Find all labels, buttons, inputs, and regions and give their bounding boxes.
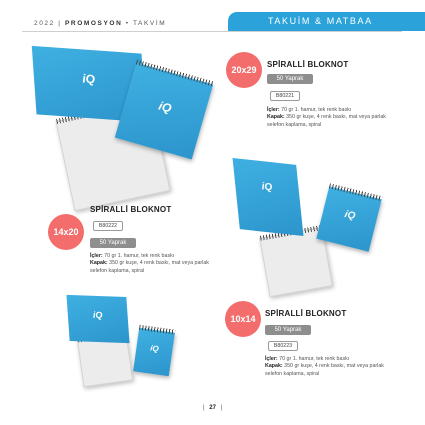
- header-year: 2022: [34, 20, 55, 27]
- cover-spec: Kapak: 350 gr kuşe, 4 renk baskı, mat veya parlak selefon kaplama, spiral: [265, 363, 384, 377]
- notebook-closed-small: [133, 328, 175, 377]
- cover-spec: Kapak: 350 gr kuşe, 4 renk baskı, mat veya parlak selefon kaplama, spiral: [90, 260, 209, 274]
- cover-spec: Kapak: 350 gr kuşe, 4 renk baskı, mat veya parlak selefon kaplama, spiral: [267, 114, 386, 128]
- size-badge: 14x20: [48, 214, 84, 250]
- notebook-closed-medium: [316, 186, 381, 251]
- product-title: SPİRALLİ BLOKNOT: [265, 309, 347, 318]
- product-description: [265, 356, 395, 378]
- header-category: PROMOSYON: [64, 20, 123, 27]
- page-number-value: 27: [209, 405, 216, 411]
- iq-logo-icon: iQ: [92, 309, 103, 321]
- inner-spec: İçler: 70 gr 1. hamur, tek renk baskı: [265, 356, 350, 362]
- pages-pill: 50 Yaprak: [267, 74, 313, 84]
- header-separator: |: [58, 20, 62, 27]
- product-code: B80223: [268, 341, 298, 351]
- product-code: B80221: [270, 91, 300, 101]
- product-description: [90, 253, 220, 275]
- iq-logo-icon: iQ: [157, 98, 174, 116]
- header-divider: [22, 31, 402, 32]
- pages-pill: 50 Yaprak: [265, 325, 311, 335]
- inner-spec: İçler: 70 gr 1. hamur, tek renk baskı: [90, 253, 175, 259]
- iq-logo-icon: iQ: [261, 181, 273, 194]
- product-description: [267, 107, 397, 129]
- page-number: | 27 |: [203, 405, 223, 411]
- notebook-cover-medium: [233, 158, 304, 236]
- product-code: B80222: [93, 221, 123, 231]
- iq-logo-icon: iQ: [149, 343, 160, 354]
- size-badge: 20x29: [226, 52, 262, 88]
- pages-pill: 50 Yaprak: [90, 238, 136, 248]
- header-breadcrumb: [34, 20, 166, 27]
- notebook-cover-small: [66, 295, 129, 343]
- iq-logo-icon: iQ: [81, 71, 96, 87]
- product-title: SPİRALLİ BLOKNOT: [90, 205, 172, 214]
- size-badge: 10x14: [225, 301, 261, 337]
- spiral-binding: [136, 60, 214, 87]
- iq-logo-icon: iQ: [343, 208, 357, 223]
- product-title: SPİRALLİ BLOKNOT: [267, 60, 349, 69]
- spiral-binding: [329, 183, 383, 201]
- spiral-binding: [139, 325, 175, 335]
- header-banner: TAKUİM & MATBAA: [228, 12, 425, 31]
- header-subcategory: • TAKVİM: [125, 20, 167, 27]
- inner-spec: İçler: 70 gr 1. hamur, tek renk baskı: [267, 107, 352, 113]
